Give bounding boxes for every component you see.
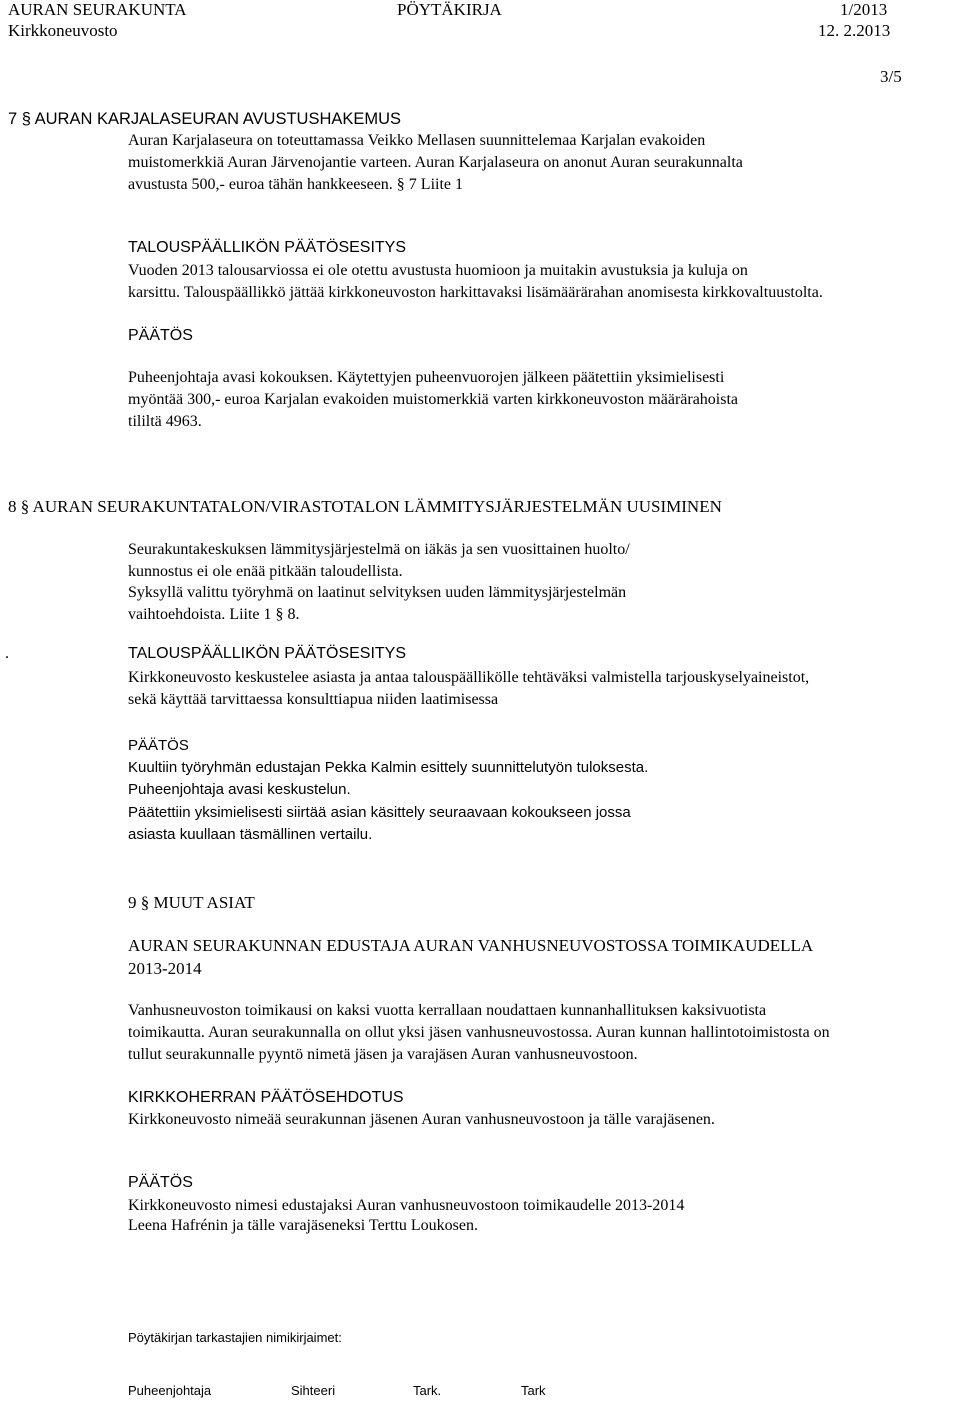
s9-decision-line: Leena Hafrénin ja tälle varajäseneksi Terttu Loukosen.	[128, 1217, 478, 1234]
s8-proposal-line: sekä käyttää tarvittaessa konsulttiapua niiden laatimisessa	[128, 691, 499, 708]
s8-decision-line: Puheenjohtaja avasi keskustelun.	[128, 781, 351, 798]
s9-decision-heading: PÄÄTÖS	[128, 1174, 193, 1191]
s7-decision-heading: PÄÄTÖS	[128, 327, 193, 344]
s8-decision-heading: PÄÄTÖS	[128, 737, 189, 754]
s9-intro-line: tullut seurakunnalle pyyntö nimetä jäsen ja varajäsen Auran vanhusneuvostoon.	[128, 1046, 638, 1063]
section-9-title: 9 § MUUT ASIAT	[128, 893, 255, 912]
s8-intro-line: Seurakuntakeskuksen lämmitysjärjestelmä on iäkäs ja sen vuosittainen huolto/	[128, 541, 630, 558]
s7-intro-line: Auran Karjalaseura on toteuttamassa Veikko Mellasen suunnittelemaa Karjalan evakoiden	[128, 132, 706, 149]
s9-sub-heading: 2013-2014	[128, 959, 202, 978]
s8-dot-mark: .	[5, 645, 9, 662]
s9-sub-heading: AURAN SEURAKUNNAN EDUSTAJA AURAN VANHUSNEUVOSTOSSA TOIMIKAUDELLA	[128, 936, 814, 955]
s7-decision-line: Puheenjohtaja avasi kokouksen. Käytettyjen puheenvuorojen jälkeen päätettiin yksimielisesti	[128, 369, 725, 386]
header-date: 12. 2.2013	[818, 21, 891, 40]
s9-proposal-line: Kirkkoneuvosto nimeää seurakunnan jäsenen Auran vanhusneuvostoon ja tälle varajäsenen.	[128, 1111, 715, 1128]
section-7-title: 7 § AURAN KARJALASEURAN AVUSTUSHAKEMUS	[8, 110, 402, 128]
s7-decision-line: tililtä 4963.	[128, 413, 202, 430]
header-org: AURAN SEURAKUNTA	[8, 0, 187, 19]
s8-intro-line: Syksyllä valittu työryhmä on laatinut selvityksen uuden lämmitysjärjestelmän	[128, 584, 627, 601]
s8-proposal-line: Kirkkoneuvosto keskustelee asiasta ja antaa talouspäällikölle tehtäväksi valmistella tarjouskyselyaineistot,	[128, 669, 810, 686]
s8-proposal-heading: TALOUSPÄÄLLIKÖN PÄÄTÖSESITYS	[128, 645, 407, 662]
header-doc-type: PÖYTÄKIRJA	[397, 0, 502, 19]
s8-intro-line: vaihtoehdoista. Liite 1 § 8.	[128, 606, 300, 623]
s9-intro-line: toimikautta. Auran seurakunnalla on ollut yksi jäsen vanhusneuvostossa. Auran kunnan hallintotoimistosta on	[128, 1024, 830, 1041]
footer-secretary: Sihteeri	[291, 1383, 336, 1398]
s7-decision-line: myöntää 300,- euroa Karjalan evakoiden muistomerkkiä varten kirkkoneuvoston määrärahoista	[128, 391, 739, 408]
header-doc-number: 1/2013	[840, 0, 888, 19]
page-number: 3/5	[880, 67, 902, 86]
s7-intro-line: muistomerkkiä Auran Järvenojantie varteen. Auran Karjalaseura on anonut Auran seurakunnalta	[128, 154, 743, 171]
s7-proposal-heading: TALOUSPÄÄLLIKÖN PÄÄTÖSESITYS	[128, 239, 407, 256]
footer-checker-2: Tark	[521, 1383, 546, 1398]
s7-proposal-line: karsittu. Talouspäällikkö jättää kirkkoneuvoston harkittavaksi lisämäärärahan anomisesta kirkkovaltuustolta.	[128, 284, 823, 301]
s9-intro-line: Vanhusneuvoston toimikausi on kaksi vuotta kerrallaan noudattaen kunnanhallituksen kaksivuotista	[128, 1002, 767, 1019]
s8-intro-line: kunnostus ei ole enää pitkään taloudellista.	[128, 563, 403, 580]
section-8-title: 8 § AURAN SEURAKUNTATALON/VIRASTOTALON LÄMMITYSJÄRJESTELMÄN UUSIMINEN	[8, 497, 722, 516]
s9-proposal-heading: KIRKKOHERRAN PÄÄTÖSEHDOTUS	[128, 1089, 404, 1106]
footer-label: Pöytäkirjan tarkastajien nimikirjaimet:	[128, 1330, 342, 1345]
s7-proposal-line: Vuoden 2013 talousarviossa ei ole otettu avustusta huomioon ja muitakin avustuksia ja kuluja on	[128, 262, 748, 279]
s9-decision-line: Kirkkoneuvosto nimesi edustajaksi Auran vanhusneuvostoon toimikaudelle 2013-2014	[128, 1197, 685, 1214]
footer-checker-1: Tark.	[413, 1383, 442, 1398]
s8-decision-line: Päätettiin yksimielisesti siirtää asian käsittely seuraavaan kokoukseen jossa	[128, 804, 631, 821]
s7-intro-line: avustusta 500,- euroa tähän hankkeeseen. § 7 Liite 1	[128, 176, 463, 193]
header-body-name: Kirkkoneuvosto	[8, 21, 118, 40]
s8-decision-line: asiasta kuullaan täsmällinen vertailu.	[128, 826, 373, 843]
s8-decision-line: Kuultiin työryhmän edustajan Pekka Kalmin esittely suunnittelutyön tuloksesta.	[128, 759, 649, 776]
footer-chair: Puheenjohtaja	[128, 1383, 212, 1398]
